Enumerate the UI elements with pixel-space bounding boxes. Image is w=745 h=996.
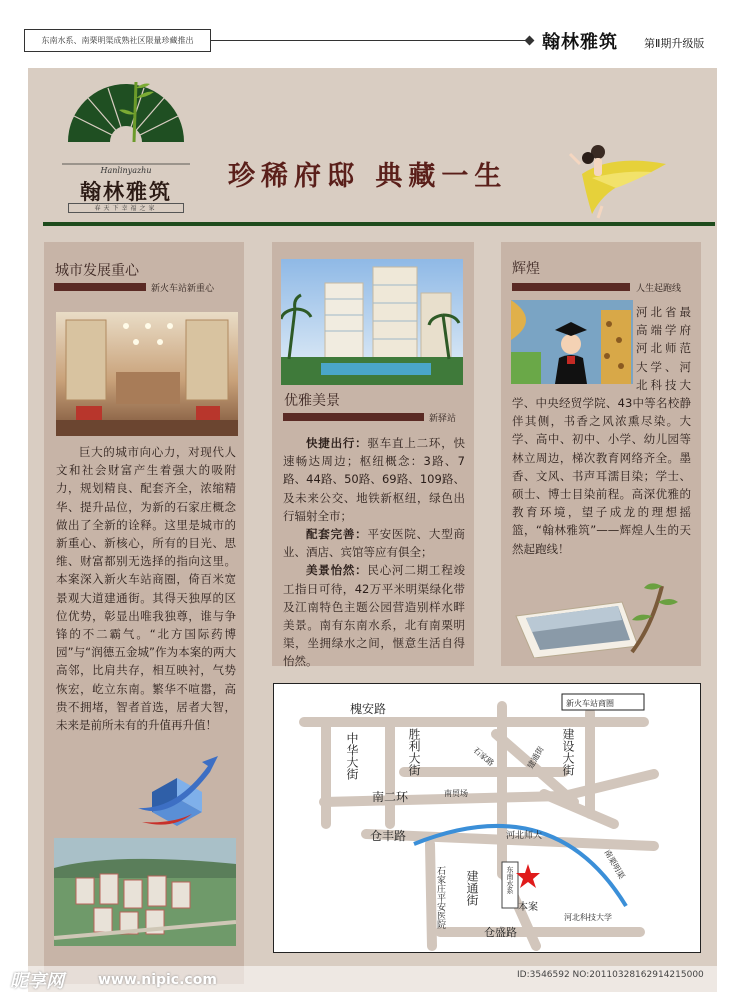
map-label-nanerhuan: 南二环 — [372, 790, 409, 804]
map-label-nanli: 南栗明渠 — [602, 848, 627, 881]
headline: 珍稀府邸 典藏一生 — [228, 161, 508, 192]
column3-photo-spacer — [512, 303, 636, 384]
column3-body — [512, 303, 691, 558]
column2-item-text: 民心河二期工程竣工指日可待，42万平米明渠绿化带及江南特色主题公园营造别样水畔美景。南有东南水系，北有南栗明渠，坐拥绿水之间，惬意生活自得怡然。 — [283, 563, 466, 669]
column2-item — [283, 561, 465, 670]
column2-item-label: 快捷出行： — [306, 436, 368, 450]
header-divider — [43, 222, 715, 226]
column2-subtitle: 新驿站 — [429, 414, 457, 424]
project-star-icon — [516, 864, 540, 888]
dancer-illustration — [562, 134, 668, 220]
column2-item-label: 配套完善： — [306, 527, 368, 542]
column2-item-text: 平安医院、大型商业、酒店、宾馆等应有俱全； — [283, 527, 466, 560]
header-edition: 第Ⅱ期升级版 — [644, 37, 705, 50]
header-rule — [211, 40, 529, 41]
map-label-nanmao: 南贸场 — [444, 789, 468, 798]
map-label-shishi: 石家路 — [471, 745, 496, 768]
map-label-jianshe: 建设大街 — [561, 728, 575, 776]
column3-title: 辉煌 — [512, 261, 540, 277]
residential-towers-photo — [281, 259, 463, 385]
map-label-zhonghua: 中华大街 — [345, 732, 359, 780]
column2-body — [283, 434, 465, 671]
map-label-jiantong-top: 建通街 — [525, 744, 546, 771]
column2-title-bar — [283, 413, 424, 421]
header-diamond — [525, 36, 535, 46]
column2-item — [283, 434, 465, 525]
column3-subtitle: 人生起跑线 — [636, 284, 682, 294]
map-label-huaian: 槐安路 — [350, 702, 387, 716]
top-banner-box: 东南水系、南栗明渠成熟社区限量珍藏推出 — [24, 29, 211, 52]
map-label-station: 新火车站商圈 — [566, 699, 614, 708]
map-label-benan: 本案 — [518, 902, 538, 913]
map-label-dongnan: 东南水系 — [506, 866, 514, 894]
column3-title-bar — [512, 283, 630, 291]
column1-title-bar — [54, 283, 146, 291]
map-label-shida: 河北师大 — [506, 831, 543, 841]
column2-item-text: 驱车直上二环，快速畅达周边；枢纽概念：3路、7路、44路、50路、69路、109路、及未来公交、地铁新枢纽，绿色出行辐射全市； — [283, 436, 466, 523]
watermark-url: www.nipic.com — [98, 972, 217, 988]
column1-subtitle: 新火车站新重心 — [151, 284, 215, 294]
column2-item — [283, 525, 465, 561]
aerial-rendering-photo — [54, 838, 236, 946]
column1-body — [56, 443, 236, 734]
map-label-shengli: 胜利大街 — [407, 728, 421, 776]
watermark-logo: 昵享网 — [10, 971, 64, 992]
logo-tagline: 春天下幸福之家 — [68, 203, 184, 213]
header-brand: 翰林雅筑 — [542, 32, 618, 53]
column1-title: 城市发展重心 — [55, 263, 139, 279]
map-label-hospital: 石家庄平安医院 — [435, 866, 445, 929]
column3-paragraph: 河北省最高端学府河北师范大学、河北科技大学、中央经贸学院、43中等名校静伴其侧，书香之风浓熏尽染。大学、高中、初中、小学、幼儿园等林立周边，梯次教育网络齐全。墨香、文风、书声耳濡目染；学士、硕士、博士目染前程。高深优雅的教育环境，望子成龙的理想摇篮，“翰林雅筑”——辉煌人生的天然起跑线！ — [512, 305, 691, 556]
watermark-id: ID:3546592 NO:20110328162914215000 — [517, 970, 704, 980]
map-label-cangfeng: 仓丰路 — [370, 829, 407, 843]
map-label-cangsheng: 仓盛路 — [484, 926, 517, 939]
logo-romanization: Hanlinyazhu — [100, 166, 152, 175]
map-label-keji: 河北科技大学 — [564, 913, 612, 922]
postcard-plant-graphic — [512, 576, 688, 658]
map-label-jiantong: 建通街 — [465, 870, 479, 906]
column2-item-label: 美景怡然： — [306, 563, 368, 578]
logo-chinese-name: 翰林雅筑 — [80, 179, 172, 204]
column1-paragraph: 巨大的城市向心力，对现代人文和社会财富产生着强大的吸附力，规划精良、配套齐全，浓缩精华、提升品位，为新的石家庄概念做出了全新的诠释。这里是城市的新重心、新核心，所有的目光、思维、财富都别无选择的指向这里。本案深入新火车站商圈，倚百米宽景观大道建通街。其得天独厚的区位优势，彰显出唯我独尊，谁与争锋的不二霸气。“北方国际药博园”与“润德五金城”作为本案的两大高邻，比肩共存，相互映衬，气势恢宏，屹立东南。繁华不喧嚣，高贵不拥堵，智者首选，居者大智，未来是前所未有的升值再升值！ — [56, 445, 236, 733]
column2-title: 优雅美景 — [284, 393, 340, 409]
lobby-photo — [56, 312, 238, 436]
location-map-drawing — [274, 684, 700, 952]
cube-arrow-graphic — [132, 752, 222, 830]
